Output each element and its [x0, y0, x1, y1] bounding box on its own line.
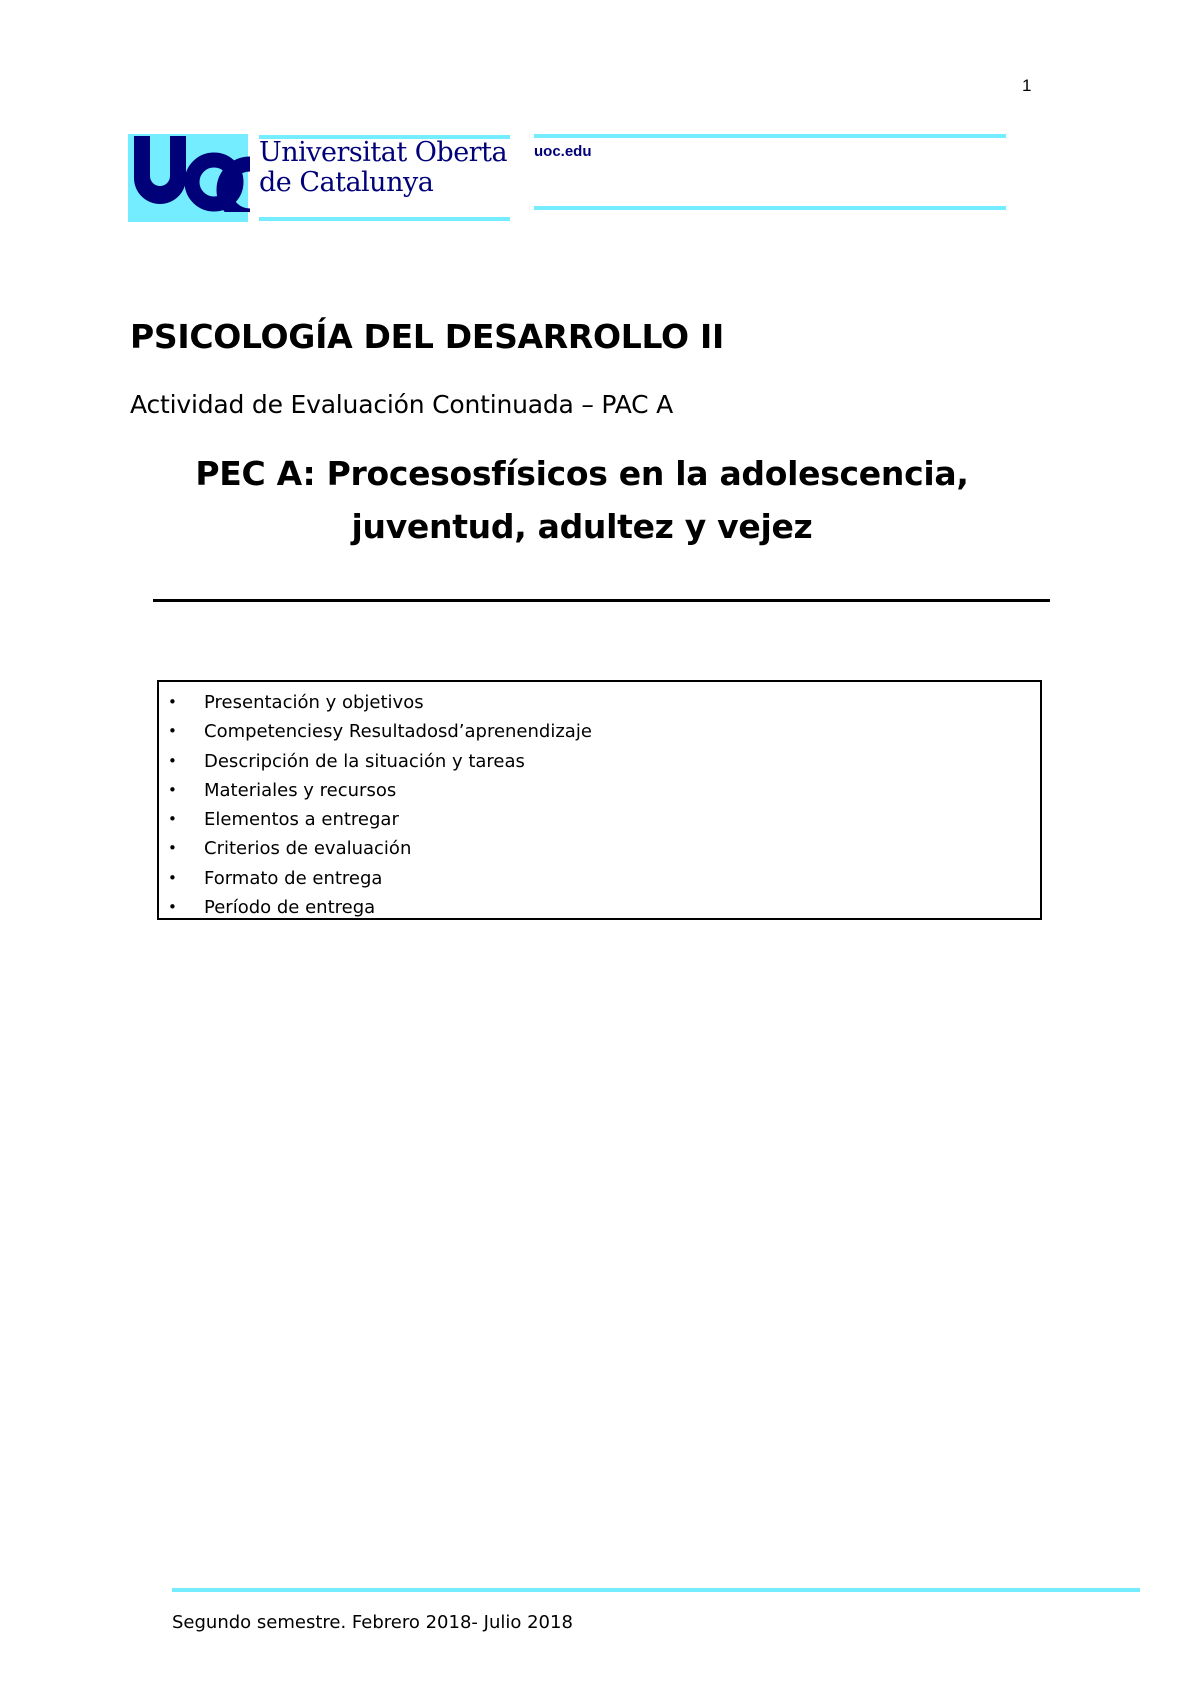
- logo-rule-top-right: [534, 134, 1006, 138]
- list-item-label: Descripción de la situación y tareas: [204, 750, 525, 772]
- logo-rule-bottom-right: [534, 206, 1006, 210]
- title-divider: [153, 599, 1050, 602]
- bullet-icon: •: [168, 868, 177, 887]
- list-item: [159, 747, 1040, 776]
- list-item-label: Materiales y recursos: [204, 779, 397, 801]
- contents-list: [159, 682, 1040, 922]
- list-item: [159, 864, 1040, 893]
- document-subtitle: Actividad de Evaluación Continuada – PAC A: [130, 390, 674, 419]
- bullet-icon: •: [168, 839, 177, 858]
- bullet-icon: •: [168, 780, 177, 799]
- pec-title: PEC A: Procesosfísicos en la adolescencia, juventud, adultez y vejez: [195, 454, 969, 546]
- list-item: [159, 717, 1040, 746]
- logo-name-line1: Universitat Oberta: [259, 137, 508, 168]
- list-item-label: Período de entrega: [204, 897, 376, 919]
- logo-university-name: [259, 138, 507, 198]
- bullet-icon: •: [168, 722, 177, 741]
- bullet-icon: •: [168, 693, 177, 711]
- list-item: [159, 834, 1040, 863]
- bullet-icon: •: [168, 751, 177, 770]
- list-item: [159, 688, 1040, 717]
- page-number: 1: [1022, 76, 1032, 95]
- bullet-icon: •: [168, 810, 177, 829]
- logo-rule-bottom-left: [259, 217, 510, 221]
- list-item-label: Competenciesy Resultadosd’aprenendizaje: [204, 721, 592, 743]
- contents-box: [157, 680, 1042, 920]
- list-item-label: Formato de entrega: [204, 867, 383, 889]
- list-item-label: Elementos a entregar: [204, 809, 399, 831]
- list-item: [159, 893, 1040, 922]
- footer-text: Segundo semestre. Febrero 2018- Julio 2018: [172, 1612, 573, 1633]
- list-item-label: Criterios de evaluación: [204, 838, 412, 860]
- logo-mark: [130, 126, 250, 224]
- logo-url: uoc.edu: [534, 143, 592, 160]
- list-item: [159, 776, 1040, 805]
- footer-rule: [172, 1588, 1140, 1592]
- uoc-monogram-icon: [130, 126, 250, 212]
- list-item: [159, 805, 1040, 834]
- document-title: PSICOLOGÍA DEL DESARROLLO II: [130, 317, 724, 356]
- logo-name-line2: de Catalunya: [259, 167, 434, 198]
- bullet-icon: •: [168, 898, 177, 917]
- list-item-label: Presentación y objetivos: [204, 692, 424, 713]
